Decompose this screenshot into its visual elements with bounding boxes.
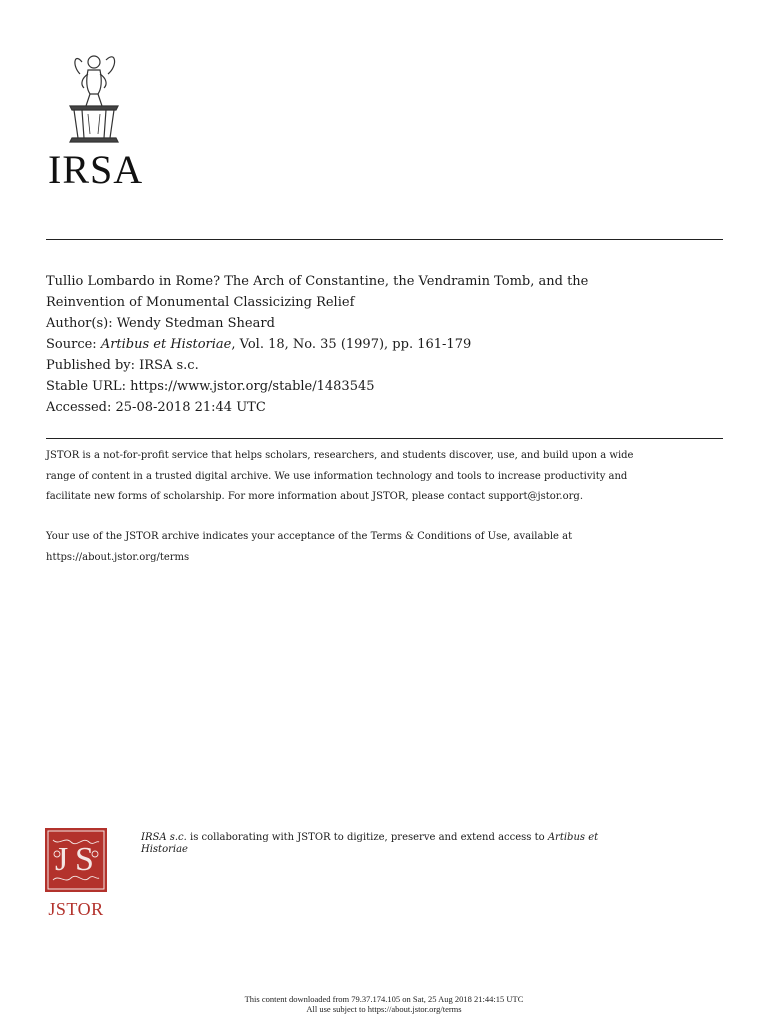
jstor-notice-line-3: facilitate new forms of scholarship. For more information about JSTOR, please contact support@jstor.org. <box>46 491 583 502</box>
jstor-wordmark: JSTOR <box>48 899 104 919</box>
published-line <box>46 355 726 376</box>
source-details: , Vol. 18, No. 35 (1997), pp. 161-179 <box>231 337 472 352</box>
terms-notice <box>46 527 726 568</box>
publisher-name: IRSA s.c. <box>139 358 199 373</box>
article-title-line-1: Tullio Lombardo in Rome? The Arch of Constantine, the Vendramin Tomb, and the <box>46 274 589 289</box>
collab-journal-part-2: Historiae <box>141 844 188 855</box>
irsa-figure-emblem-icon <box>62 44 128 144</box>
terms-url-link[interactable]: https://about.jstor.org/terms <box>46 551 190 563</box>
terms-notice-line-1: Your use of the JSTOR archive indicates your acceptance of the Terms & Conditions of Use, available at <box>46 531 573 542</box>
jstor-notice-line-2: range of content in a trusted digital archive. We use information technology and tools to increase productivity and <box>46 470 628 482</box>
jstor-notice-line-1: JSTOR is a not-for-profit service that helps scholars, researchers, and students discover, use, and build upon a wide <box>46 450 634 461</box>
top-divider <box>46 239 723 240</box>
footer-line-1: This content downloaded from 79.37.174.105 on Sat, 25 Aug 2018 21:44:15 UTC <box>244 994 524 1004</box>
irsa-wordmark: IRSA <box>48 147 144 192</box>
stable-url-label: Stable URL: <box>46 379 131 394</box>
accessed-date: 25-08-2018 21:44 UTC <box>115 400 266 415</box>
stable-url-link[interactable]: https://www.jstor.org/stable/1483545 <box>130 379 375 394</box>
article-title-line-2: Reinvention of Monumental Classicizing Relief <box>46 295 355 310</box>
source-journal: Artibus et Historiae <box>100 337 232 352</box>
stable-url-line <box>46 376 726 397</box>
collab-middle: is collaborating with JSTOR to digitize, preserve and extend access to <box>186 832 548 843</box>
svg-text:J: J <box>55 841 69 878</box>
published-label: Published by: <box>46 358 140 373</box>
collab-publisher: IRSA s.c. <box>141 832 187 843</box>
accessed-line <box>46 397 726 418</box>
collab-journal-part-1: Artibus et <box>547 832 599 843</box>
author-label: Author(s): <box>46 316 117 331</box>
footer-line-2: All use subject to https://about.jstor.org/terms <box>306 1004 462 1014</box>
collaboration-statement <box>141 832 701 856</box>
source-line <box>46 334 726 355</box>
accessed-label: Accessed: <box>46 400 116 415</box>
svg-text:S: S <box>75 841 94 878</box>
irsa-logo <box>48 44 158 194</box>
jstor-logo <box>45 828 107 920</box>
download-footer <box>0 994 768 1014</box>
middle-divider <box>46 438 723 439</box>
jstor-notice <box>46 446 726 508</box>
author-name: Wendy Stedman Sheard <box>116 316 275 331</box>
jstor-seal-icon <box>45 828 107 892</box>
source-label: Source: <box>46 337 101 352</box>
citation-block <box>46 271 726 418</box>
author-line <box>46 313 726 334</box>
